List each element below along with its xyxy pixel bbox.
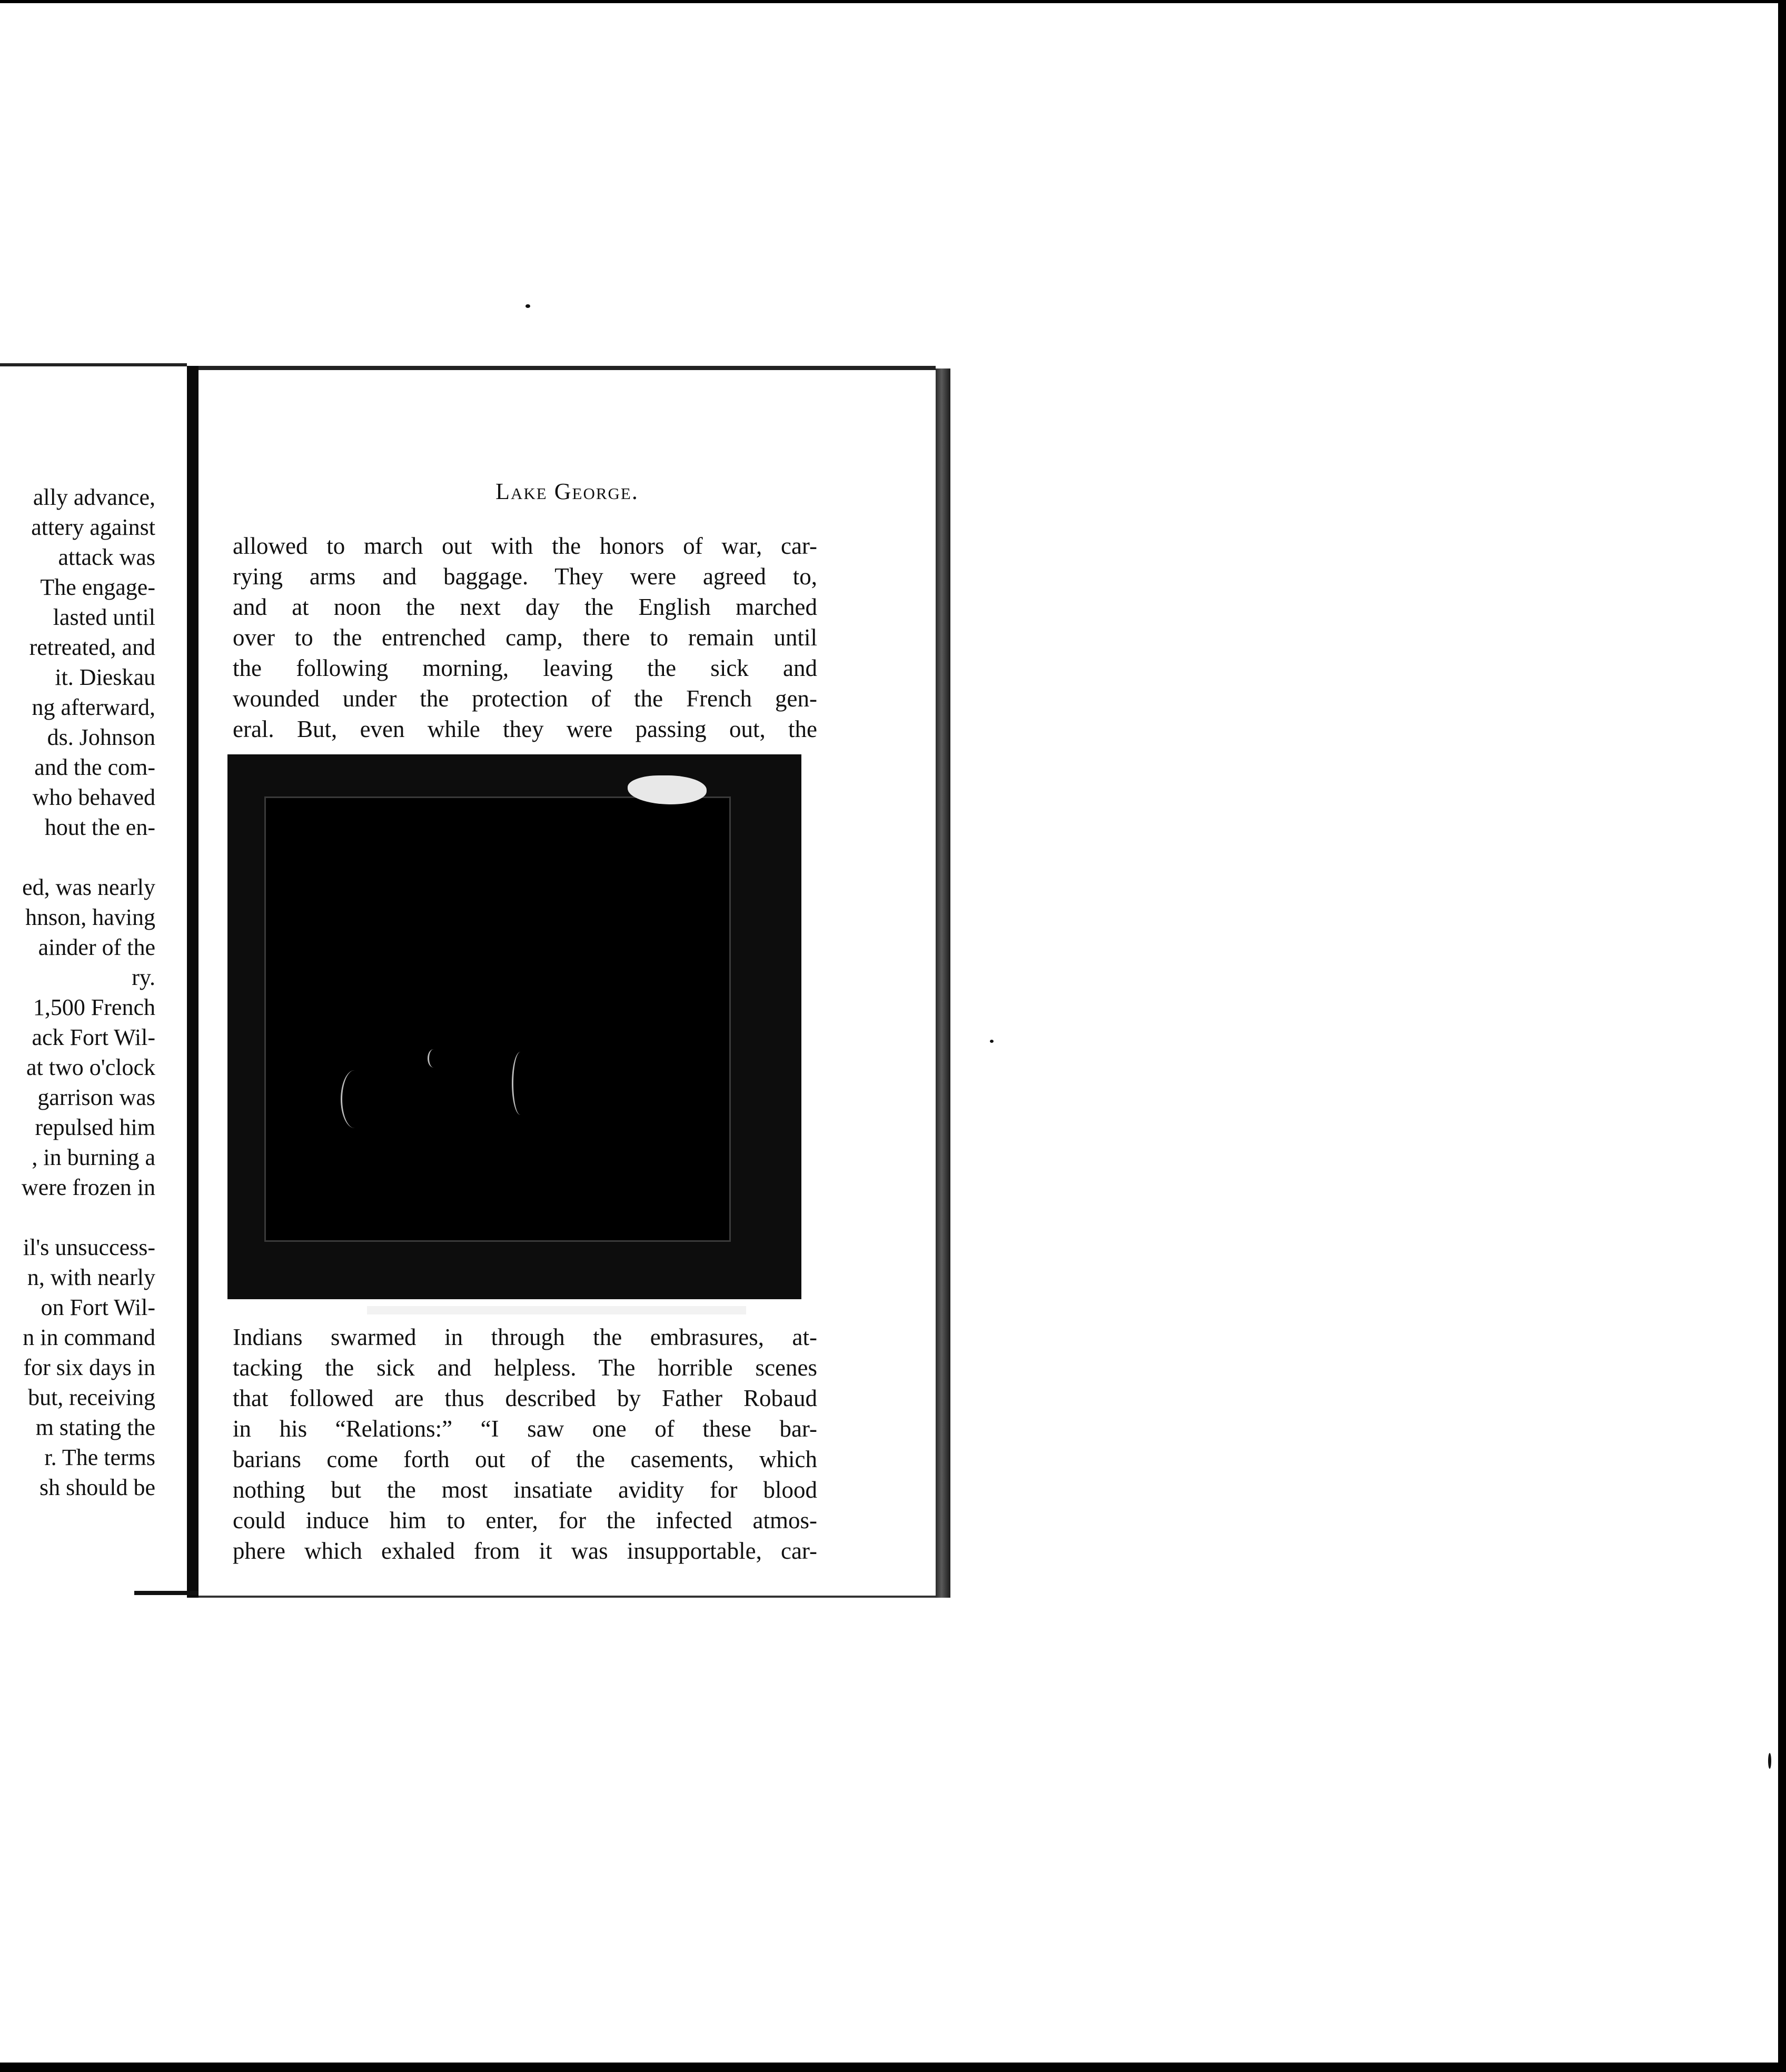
text-line: that followed are thus described by Father Robaud [233,1385,817,1411]
left-line: n, with nearly [27,1264,155,1290]
left-line: attery against [31,514,155,540]
left-line: r. The terms [44,1445,155,1470]
text-line: barians come forth out of the casements, which [233,1446,817,1472]
scan-speck [1768,1753,1771,1769]
text-line: in his “Relations:” “I saw one of these bar- [233,1416,817,1442]
left-line: and the com- [34,754,155,780]
scan-speck [525,304,530,308]
left-line: sh should be [39,1475,155,1500]
scan-border-top [0,0,1786,3]
text-line: allowed to march out with the honors of war, car- [233,533,817,559]
running-head: Lake George. [495,479,639,504]
text-line: phere which exhaled from it was insupportable, car- [233,1538,817,1564]
scan-border-right [1778,0,1786,2072]
left-line: garrison was [37,1084,155,1110]
text-line: wounded under the protection of the French gen- [233,685,817,712]
left-line: hnson, having [25,904,155,930]
left-line: who behaved [32,784,155,810]
right-page [199,366,936,1598]
text-line: rying arms and baggage. They were agreed to, [233,563,817,590]
left-line: hout the en- [44,814,155,840]
left-page [0,363,187,1601]
text-line: and at noon the next day the English marched [233,594,817,620]
photograph-scratch [512,1052,529,1115]
left-line: were frozen in [21,1174,155,1200]
left-line: for six days in [23,1354,155,1380]
photograph-inner-frame [264,796,731,1242]
left-line: n in command [23,1324,155,1350]
left-line: it. Dieskau [55,664,155,690]
text-block-top [233,531,817,744]
photograph-plate [227,754,801,1299]
left-line: but, receiving [28,1384,155,1410]
left-line: retreated, and [29,634,155,660]
left-line: ally advance, [33,484,155,510]
left-line: , in burning a [32,1144,155,1170]
left-line: ack Fort Wil- [32,1024,155,1050]
left-line: ry. [132,964,155,990]
left-paragraph-gap [0,1202,155,1232]
text-block-bottom [233,1322,817,1566]
page-stack-edge [936,368,950,1598]
left-line: ainder of the [38,934,155,960]
left-line: at two o'clock [26,1054,155,1080]
text-line: the following morning, leaving the sick and [233,655,817,681]
photograph-scratch [341,1070,369,1128]
left-line: ds. Johnson [47,724,155,750]
text-line: over to the entrenched camp, there to remain until [233,624,817,651]
scan-speck [990,1040,994,1043]
left-paragraph-gap [0,842,155,872]
left-line: on Fort Wil- [41,1294,155,1320]
scan-border-bottom [0,2063,1786,2072]
left-line: il's unsuccess- [23,1234,155,1260]
left-line: 1,500 French [33,994,155,1020]
left-line: The engage- [40,574,155,600]
left-line: ng afterward, [32,694,155,720]
photograph-scratch [428,1049,440,1068]
text-line: tacking the sick and helpless. The horrible scenes [233,1354,817,1381]
text-line: eral. But, even while they were passing out, the [233,716,817,742]
left-page-column [0,482,155,1502]
left-line: repulsed him [35,1114,155,1140]
text-line: Indians swarmed in through the embrasures, at- [233,1324,817,1350]
book-spine-gutter [187,366,199,1598]
left-line: attack was [58,544,155,570]
text-line: could induce him to enter, for the infected atmos- [233,1507,817,1533]
faded-caption-area [367,1306,746,1314]
left-line: lasted until [53,604,155,630]
text-line: nothing but the most insatiate avidity for blood [233,1477,817,1503]
left-line: m stating the [35,1414,155,1440]
left-line: ed, was nearly [22,874,155,900]
